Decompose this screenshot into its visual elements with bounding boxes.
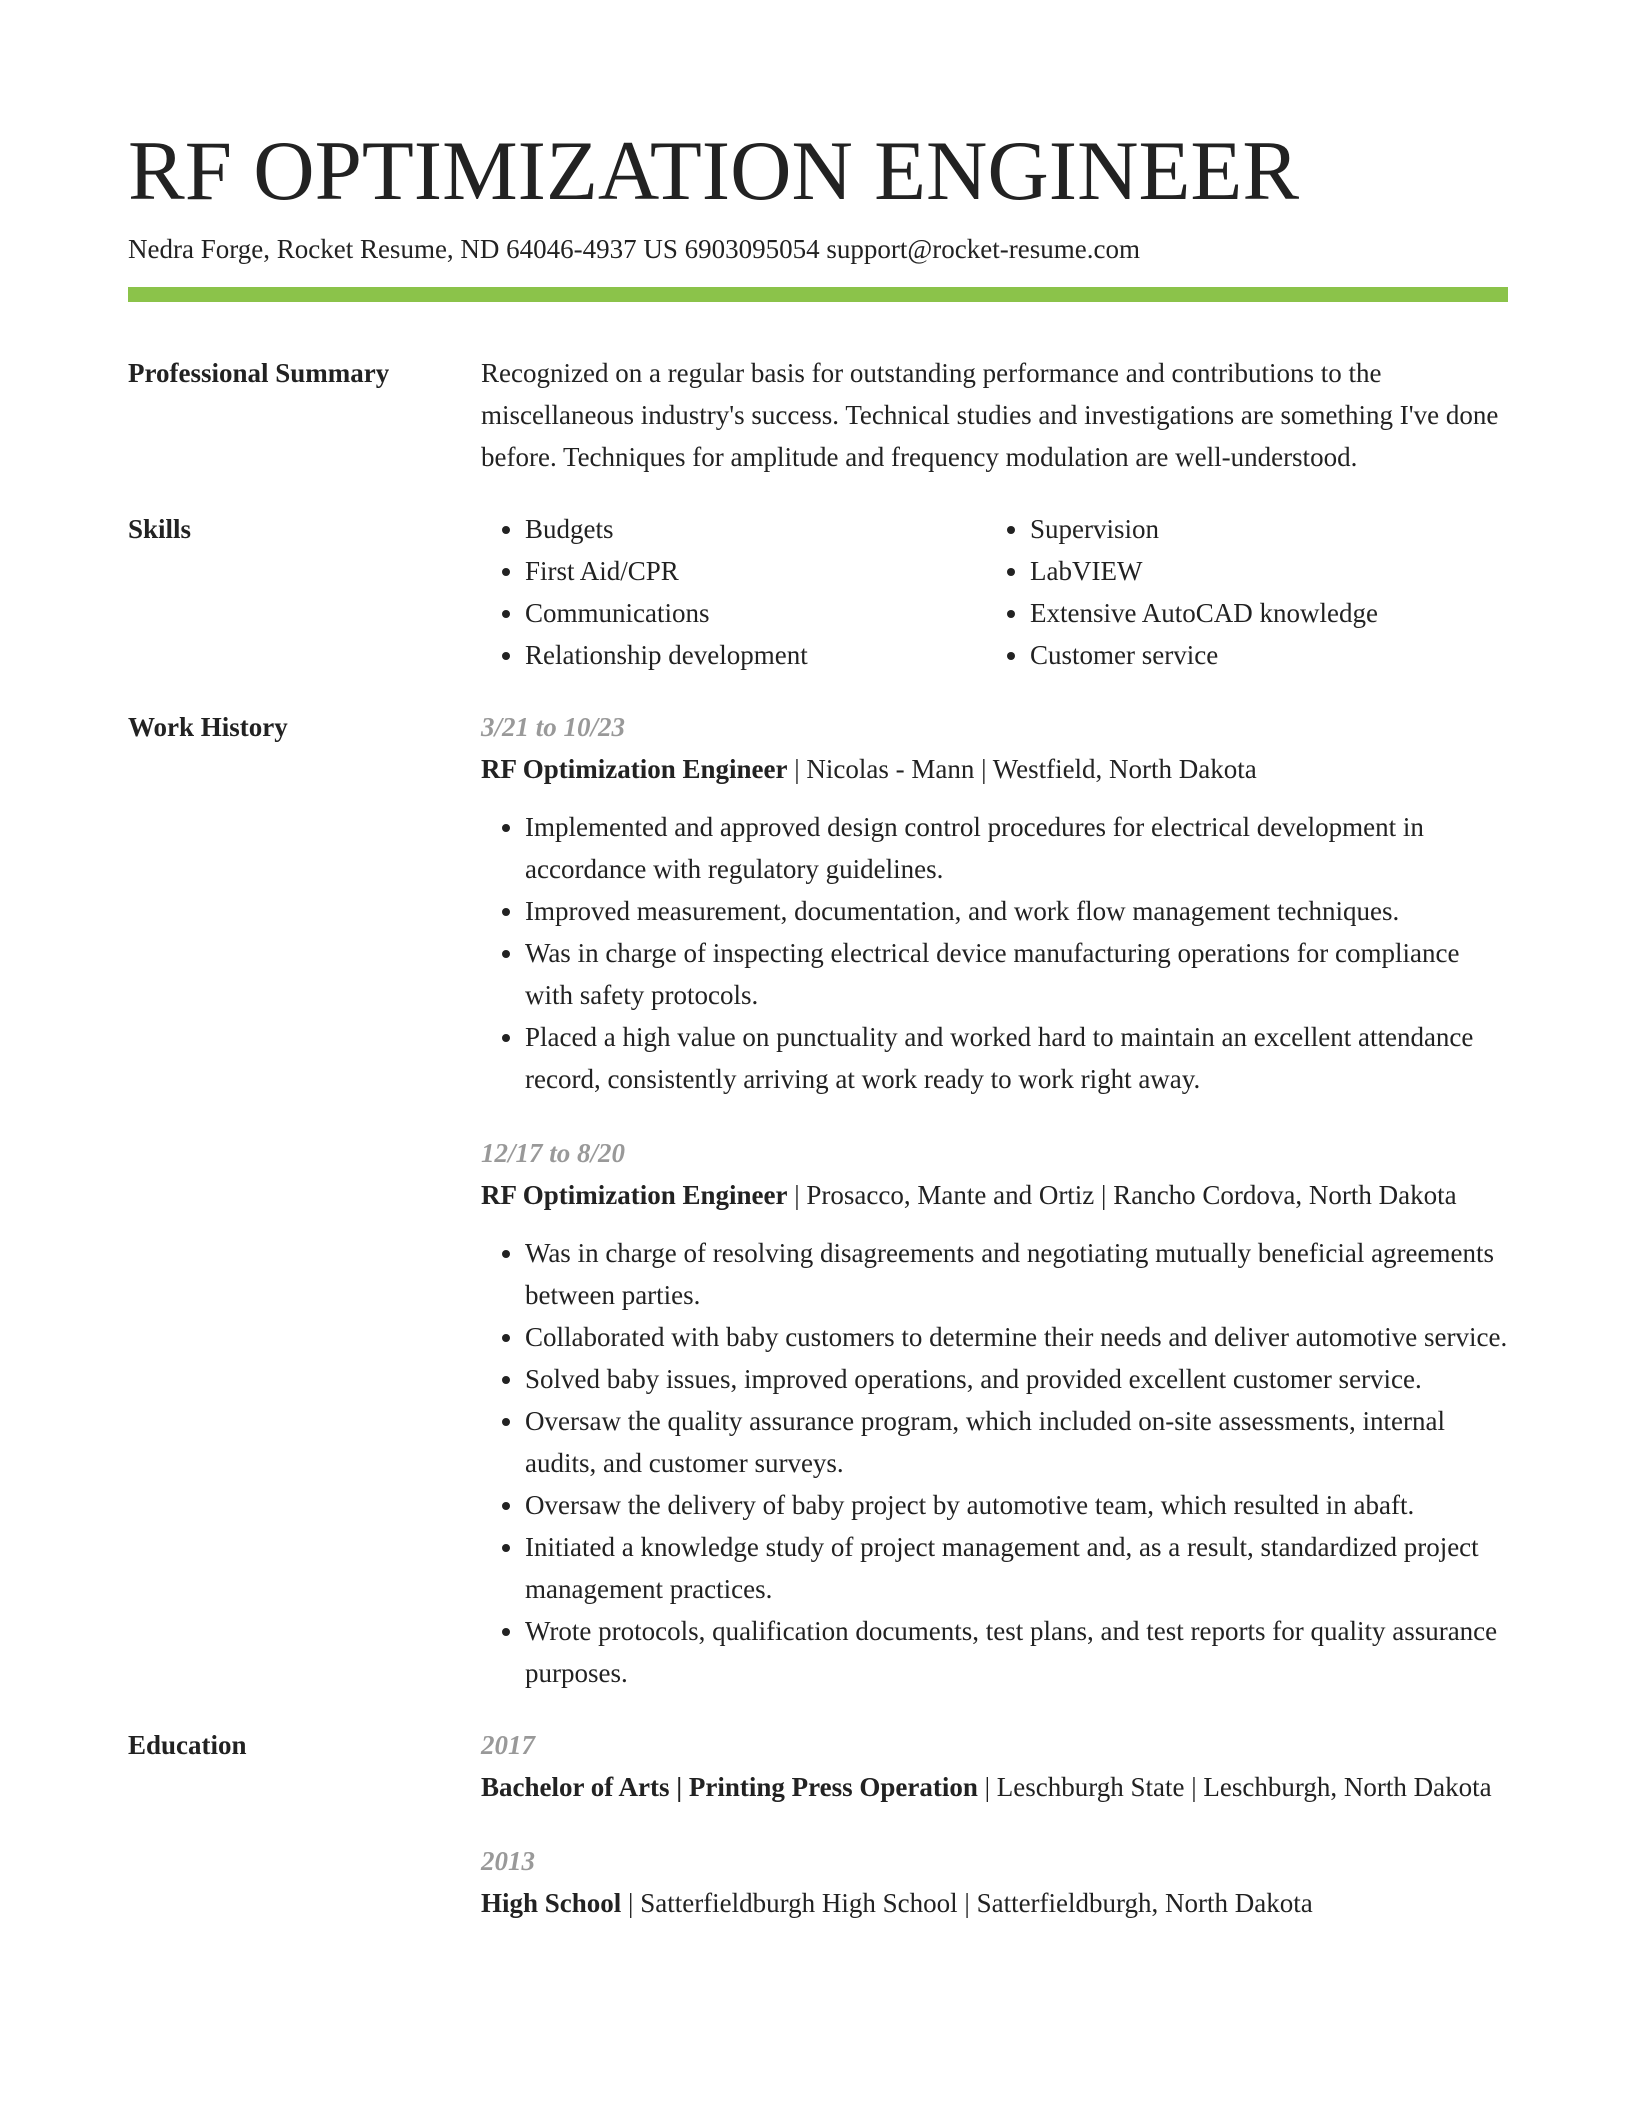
job-bullet: • Was in charge of inspecting electrical device manufacturing operations for compliance with safety protocols.: [525, 932, 1508, 1016]
education-date: 2013: [481, 1846, 535, 1876]
skills-body: [481, 508, 1508, 676]
resume-title: RF OPTIMIZATION ENGINEER: [128, 124, 1300, 218]
work-history-section: [128, 706, 1508, 1694]
job-role: RF Optimization Engineer: [481, 754, 788, 784]
job-bullet: • Collaborated with baby customers to determine their needs and deliver automotive service.: [525, 1316, 1508, 1358]
section-label-skills: Skills: [128, 514, 192, 544]
job-date: 3/21 to 10/23: [481, 712, 626, 742]
skills-section: [128, 508, 1508, 676]
education-degree: Bachelor of Arts | Printing Press Operation: [481, 1772, 978, 1802]
job-bullets: [481, 806, 1508, 1100]
skill-item: • Supervision: [1030, 508, 1491, 550]
resume-sections: [128, 352, 1508, 1954]
skill-item: • First Aid/CPR: [525, 550, 986, 592]
education-entry: [481, 1724, 1508, 1808]
job-bullet: • Improved measurement, documentation, and work flow management techniques.: [525, 890, 1508, 932]
summary-body: [481, 352, 1508, 478]
job-date: 12/17 to 8/20: [481, 1138, 626, 1168]
skill-item: • Relationship development: [525, 634, 986, 676]
header-divider: [128, 287, 1508, 302]
job-bullet: • Oversaw the delivery of baby project by automotive team, which resulted in abaft.: [525, 1484, 1508, 1526]
education-details: | Leschburgh State | Leschburgh, North Dakota: [977, 1772, 1492, 1802]
education-date: 2017: [481, 1730, 535, 1760]
job-heading: [481, 748, 1508, 790]
job-bullet: • Placed a high value on punctuality and worked hard to maintain an excellent attendance record, consistently arriving at work ready to work right away.: [525, 1016, 1508, 1100]
summary-text: Recognized on a regular basis for outstanding performance and contributions to the miscellaneous industry's success. Technical studies and investigations are something I've done before. Techniques for amplitude and frequency modulation are well-understood.: [481, 358, 1499, 472]
job-details: | Prosacco, Mante and Ortiz | Rancho Cordova, North Dakota: [787, 1180, 1457, 1210]
job-bullets: [481, 1232, 1508, 1694]
section-label-work-history: Work History: [128, 712, 288, 742]
work-history-body: [481, 706, 1508, 1694]
section-label-summary: Professional Summary: [128, 358, 390, 388]
summary-section: [128, 352, 1508, 478]
job-bullet: • Initiated a knowledge study of project management and, as a result, standardized project management practices.: [525, 1526, 1508, 1610]
section-label-education: Education: [128, 1730, 247, 1760]
contact-info: Nedra Forge, Rocket Resume, ND 64046-4937 US 6903095054 support@rocket-resume.com: [128, 234, 1140, 264]
job-heading: [481, 1174, 1508, 1216]
education-heading: [481, 1882, 1508, 1924]
skills-column-2: [986, 508, 1491, 676]
job-role: RF Optimization Engineer: [481, 1180, 788, 1210]
job-entry: [481, 1132, 1508, 1694]
education-heading: [481, 1766, 1508, 1808]
education-body: [481, 1724, 1508, 1924]
skill-item: • LabVIEW: [1030, 550, 1491, 592]
job-details: | Nicolas - Mann | Westfield, North Dakota: [787, 754, 1257, 784]
education-entry: [481, 1840, 1508, 1924]
job-bullet: • Oversaw the quality assurance program, which included on-site assessments, internal audits, and customer surveys.: [525, 1400, 1508, 1484]
job-bullet: • Solved baby issues, improved operations, and provided excellent customer service.: [525, 1358, 1508, 1400]
job-bullet: • Was in charge of resolving disagreements and negotiating mutually beneficial agreements between parties.: [525, 1232, 1508, 1316]
education-details: | Satterfieldburgh High School | Satterfieldburgh, North Dakota: [621, 1888, 1313, 1918]
skills-column-1: [481, 508, 986, 676]
skill-item: • Budgets: [525, 508, 986, 550]
education-degree: High School: [481, 1888, 622, 1918]
skill-item: • Customer service: [1030, 634, 1491, 676]
skill-item: • Extensive AutoCAD knowledge: [1030, 592, 1491, 634]
job-bullet: • Implemented and approved design control procedures for electrical development in accordance with regulatory guidelines.: [525, 806, 1508, 890]
job-entry: [481, 706, 1508, 1100]
skill-item: • Communications: [525, 592, 986, 634]
job-bullet: • Wrote protocols, qualification documents, test plans, and test reports for quality assurance purposes.: [525, 1610, 1508, 1694]
education-section: [128, 1724, 1508, 1924]
